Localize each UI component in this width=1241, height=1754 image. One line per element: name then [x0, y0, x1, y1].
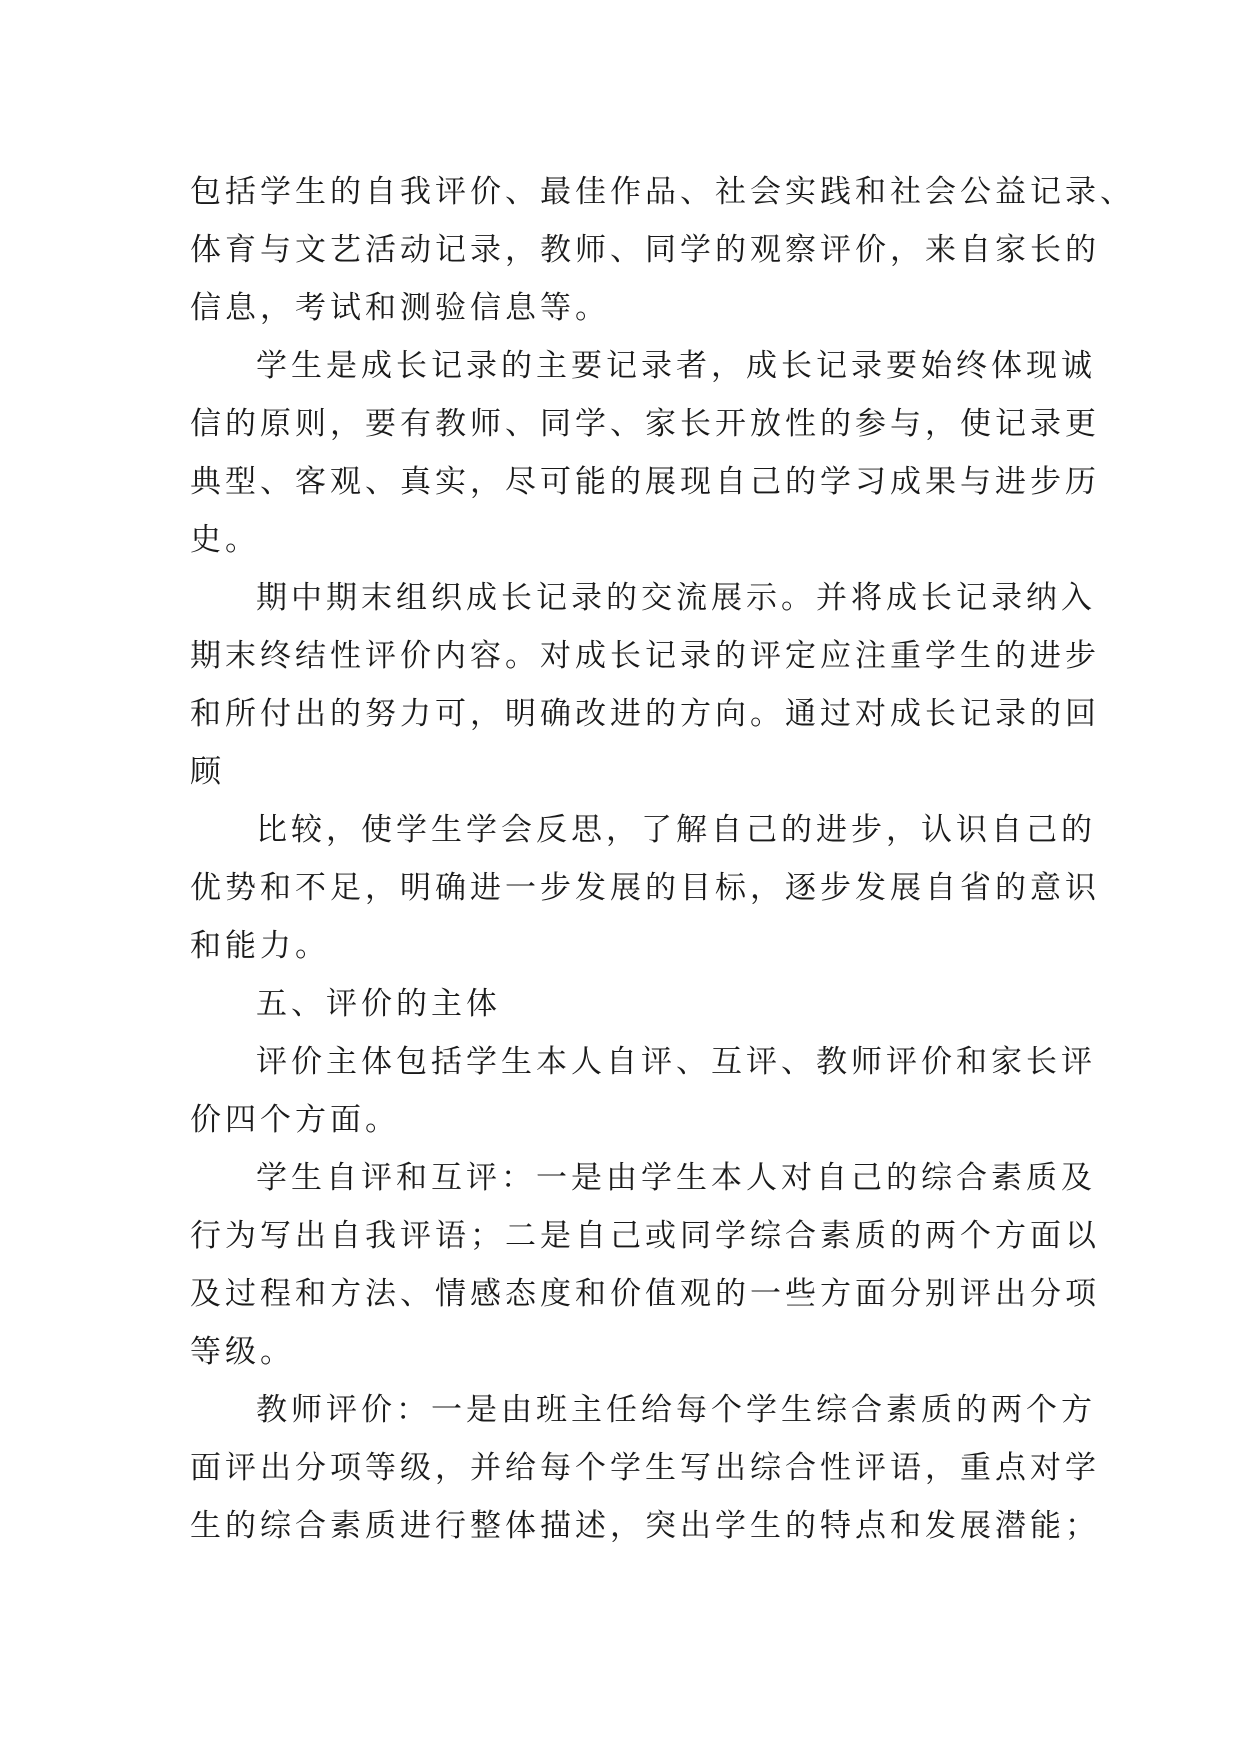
text-line: 期中期末组织成长记录的交流展示。并将成长记录纳入	[256, 580, 1096, 616]
text-line: 顾	[190, 754, 225, 790]
paragraph-subjects-overview	[190, 1033, 1096, 1149]
text-line: 比较，使学生学会反思，了解自己的进步，认识自己的	[256, 812, 1096, 848]
text-line: 体育与文艺活动记录，教师、同学的观察评价，来自家长的	[190, 232, 1100, 268]
paragraph-exhibition	[190, 569, 1100, 801]
heading-line: 五、评价的主体	[256, 986, 501, 1022]
paragraph-reflection	[190, 801, 1100, 975]
text-line: 史。	[190, 522, 260, 558]
paragraph-recorder	[190, 337, 1100, 569]
text-line: 价四个方面。	[190, 1102, 400, 1138]
text-line: 期末终结性评价内容。对成长记录的评定应注重学生的进步	[190, 638, 1100, 674]
text-line: 信息，考试和测验信息等。	[190, 290, 610, 326]
text-line: 评价主体包括学生本人自评、互评、教师评价和家长评	[256, 1044, 1096, 1080]
text-line: 优势和不足，明确进一步发展的目标，逐步发展自省的意识	[190, 870, 1100, 906]
text-line: 典型、客观、真实，尽可能的展现自己的学习成果与进步历	[190, 464, 1100, 500]
text-line: 行为写出自我评语；二是自己或同学综合素质的两个方面以	[190, 1218, 1100, 1254]
text-line: 等级。	[190, 1334, 295, 1370]
text-line: 学生是成长记录的主要记录者，成长记录要始终体现诚	[256, 348, 1096, 384]
text-line: 学生自评和互评：一是由学生本人对自己的综合素质及	[256, 1160, 1096, 1196]
text-line: 信的原则，要有教师、同学、家长开放性的参与，使记录更	[190, 406, 1100, 442]
body-text	[190, 163, 1135, 1555]
text-line: 和能力。	[190, 928, 330, 964]
paragraph-teacher-evaluation	[190, 1381, 1100, 1555]
text-line: 包括学生的自我评价、最佳作品、社会实践和社会公益记录、	[190, 174, 1135, 210]
text-line: 和所付出的努力可，明确改进的方向。通过对成长记录的回	[190, 696, 1100, 732]
text-line: 面评出分项等级，并给每个学生写出综合性评语，重点对学	[190, 1450, 1100, 1486]
paragraph-portfolio-contents	[190, 163, 1135, 337]
section-heading-evaluation-subjects	[190, 975, 1060, 1033]
text-line: 及过程和方法、情感态度和价值观的一些方面分别评出分项	[190, 1276, 1100, 1312]
text-line: 教师评价：一是由班主任给每个学生综合素质的两个方	[256, 1392, 1096, 1428]
text-line: 生的综合素质进行整体描述，突出学生的特点和发展潜能；	[190, 1508, 1100, 1544]
paragraph-self-peer-evaluation	[190, 1149, 1100, 1381]
